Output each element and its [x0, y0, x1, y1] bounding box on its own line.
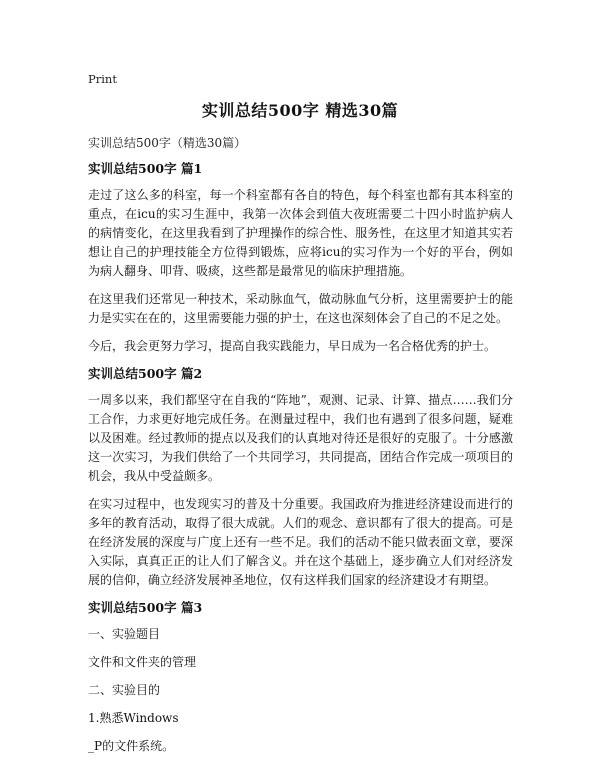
paragraph: 在实习过程中，也发现实习的普及十分重要。我国政府为推进经济建设而进行的多年的教育活动，取得了很大成就。人们的观念、意识都有了很大的提高。可是在经济发展的深度与广度上还有一些不足。我们的活动不能只做表面文章，要深入实际，真真正正的让人们了解含义。并在这个基础上，逐步确立人们对经济发展的信仰，确立经济发展神圣地位，仅有这样我们国家的经济建设才有期望。	[88, 497, 513, 587]
list-line: 文件和文件夹的管理	[88, 655, 197, 669]
section-heading: 实训总结500字 篇3	[88, 600, 203, 615]
paragraph: 一周多以来，我们都坚守在自我的“阵地”，观测、记录、计算、描点……我们分工合作，力求更好地完成任务。在测量过程中，我们也有遇到了很多问题，疑难以及困难。经过教师的提点以及我们的认真地对待还是很好的克服了。十分感激这一次实习，为我们供给了一个共同学习，共同提高，团结合作完成一项项目的机会，我从中受益颇多。	[88, 393, 513, 483]
section-heading: 实训总结500字 篇2	[88, 366, 203, 381]
section-2	[88, 365, 513, 590]
section-3	[88, 599, 513, 755]
section-1	[88, 160, 513, 356]
paragraph: 在这里我们还常见一种技术，采动脉血气，做动脉血气分析，这里需要护士的能力是实实在在的，这里需要能力强的护士，在这也深刻体会了自己的不足之处。	[88, 292, 513, 325]
section-heading: 实训总结500字 篇1	[88, 161, 203, 176]
paragraph: 走过了这么多的科室，每一个科室都有各自的特色，每个科室也都有其本科室的重点，在icu的实习生涯中，我第一次体会到值大夜班需要二十四小时监护病人的病情变化，在这里我看到了护理操作的综合性、服务性，在这里才知道其实若想让自己的护理技能全方位得到锻炼，应将icu的实习作为一个好的平台，例如为病人翻身、叩背、吸痰，这些都是最常见的临床护理措施。	[88, 188, 513, 278]
list-line: 1.熟悉Windows	[88, 711, 179, 725]
page-subtitle: 实训总结500字（精选30篇）	[88, 136, 247, 150]
print-label[interactable]: Print	[88, 72, 117, 86]
page-title: 实训总结500字 精选30篇	[201, 101, 399, 120]
list-line: _P的文件系统。	[88, 739, 175, 753]
document-body	[88, 160, 513, 765]
paragraph: 今后，我会更努力学习，提高自我实践能力，早日成为一名合格优秀的护士。	[88, 339, 497, 353]
list-line: 二、实验目的	[88, 683, 161, 697]
list-line: 一、实验题目	[88, 627, 161, 641]
